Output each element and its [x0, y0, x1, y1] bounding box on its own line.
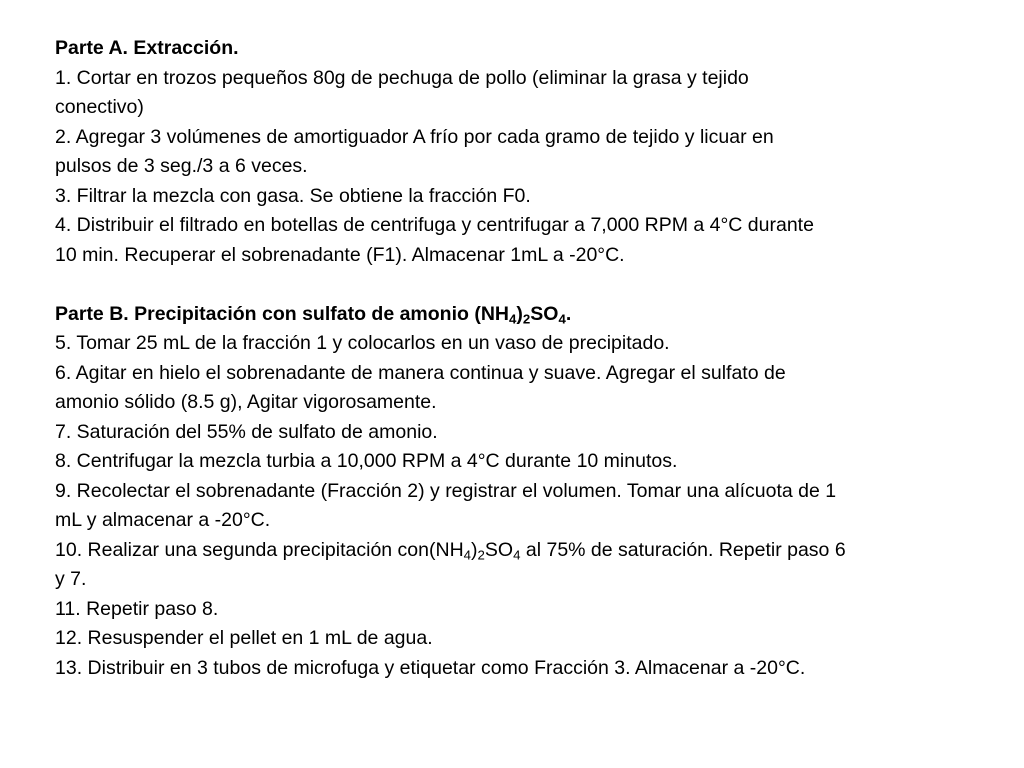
- step-line: y 7.: [55, 568, 87, 590]
- part-b-heading-text: SO: [530, 302, 559, 325]
- part-b-heading-text: ): [516, 302, 523, 325]
- subscript: 4: [513, 547, 521, 563]
- subscript: 4: [558, 311, 566, 327]
- step-line: 7. Saturación del 55% de sulfato de amonio.: [55, 420, 438, 443]
- step-10-text: SO: [484, 538, 514, 561]
- part-b-heading-text: Parte B. Precipitación con sulfato de amonio (NH: [55, 302, 509, 325]
- step-line: 8. Centrifugar la mezcla turbia a 10,000 RPM a 4°C durante 10 minutos.: [55, 450, 678, 472]
- section-spacer: [55, 270, 1005, 300]
- step-line: 3. Filtrar la mezcla con gasa. Se obtiene la fracción F0.: [55, 184, 531, 207]
- subscript: 2: [522, 311, 531, 327]
- step-line: mL y almacenar a -20°C.: [55, 509, 271, 531]
- part-b-heading: [55, 300, 1005, 330]
- step-10-text: 10. Realizar una segunda precipitación con(NH: [55, 538, 464, 561]
- step-line: 9. Recolectar el sobrenadante (Fracción 2) y registrar el volumen. Tomar una alícuota de 1: [55, 479, 837, 502]
- step-line: 10 min. Recuperar el sobrenadante (F1). Almacenar 1mL a -20°C.: [55, 243, 625, 266]
- step-line: 5. Tomar 25 mL de la fracción 1 y colocarlos en un vaso de precipitado.: [55, 332, 670, 354]
- part-a-heading: Parte A. Extracción.: [55, 37, 239, 59]
- step-line: 1. Cortar en trozos pequeños 80g de pechuga de pollo (eliminar la grasa y tejido: [55, 66, 749, 89]
- protocol-text: [55, 34, 1005, 683]
- step-10-line: [55, 536, 1005, 566]
- subscript: 4: [509, 311, 517, 327]
- step-10-text: ): [471, 538, 478, 561]
- subscript: 4: [463, 547, 472, 563]
- step-line: 13. Distribuir en 3 tubos de microfuga y etiquetar como Fracción 3. Almacenar a -20°C.: [55, 656, 806, 679]
- part-b-heading-text: .: [565, 302, 572, 325]
- step-10-text: al 75% de saturación. Repetir paso 6: [520, 538, 846, 561]
- step-line: conectivo): [55, 96, 144, 118]
- step-line: 4. Distribuir el filtrado en botellas de centrifuga y centrifugar a 7,000 RPM a 4°C durante: [55, 214, 814, 236]
- step-line: pulsos de 3 seg./3 a 6 veces.: [55, 155, 308, 177]
- subscript: 2: [477, 547, 485, 563]
- step-line: amonio sólido (8.5 g), Agitar vigorosamente.: [55, 391, 437, 413]
- step-line: 12. Resuspender el pellet en 1 mL de agua.: [55, 627, 433, 649]
- step-line: 11. Repetir paso 8.: [55, 597, 219, 620]
- step-line: 2. Agregar 3 volúmenes de amortiguador A frío por cada gramo de tejido y licuar en: [55, 125, 774, 148]
- step-line: 6. Agitar en hielo el sobrenadante de manera continua y suave. Agregar el sulfato de: [55, 361, 786, 384]
